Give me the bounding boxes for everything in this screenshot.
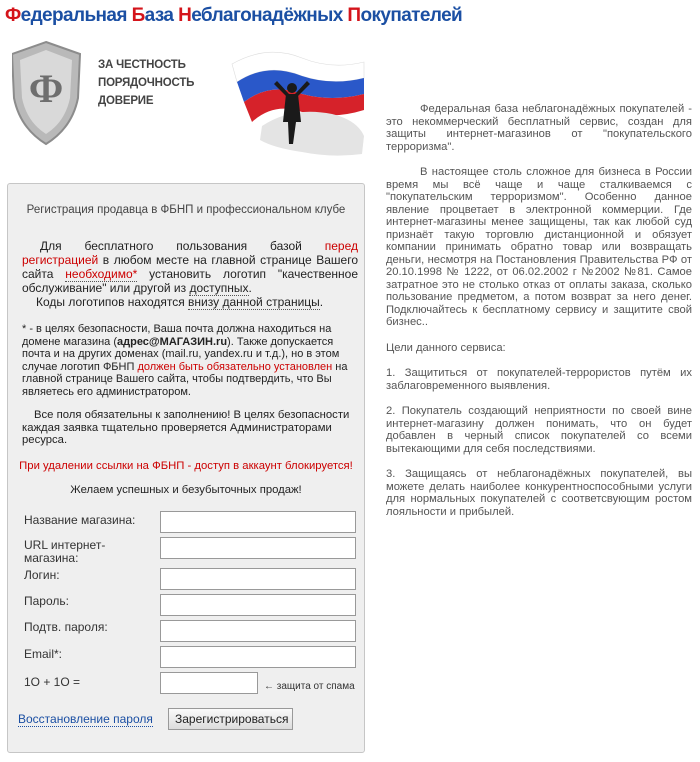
- warning-text: При удалении ссылки на ФБНП - доступ в аккаунт блокируется!: [19, 460, 353, 472]
- info-paragraph: Федеральная база неблагонадёжных покупателей - это некоммерческий бесплатный сервис, создан для защиты интернет-магазинов от "покупательского терроризма".: [386, 103, 692, 153]
- restore-password-link[interactable]: Восстановление пароля: [18, 712, 153, 726]
- slogan-line: ЗА ЧЕСТНОСТЬ: [98, 59, 186, 71]
- shop-url-input[interactable]: [160, 537, 356, 559]
- shop-name-label: Название магазина:: [24, 513, 136, 527]
- goal-item: 3. Защищаясь от неблагонадёжных покупателей, вы можете делать наиболее конкурентноспособными услуги для нормальных покупателей с соответсвующим ростом лояльности и прибылей.: [386, 468, 692, 518]
- site-title-part: едеральная: [20, 5, 132, 26]
- registration-panel: [7, 183, 365, 753]
- password-label: Пароль:: [24, 594, 69, 608]
- note-text: * - в целях безопасности, Ваша почта должна находиться на домене магазина (: [22, 323, 332, 348]
- captcha-input[interactable]: [160, 672, 258, 694]
- goal-item: 1. Защититься от покупателей-террористов путём их заблаговременного выявления.: [386, 367, 692, 392]
- password-confirm-input[interactable]: [160, 620, 356, 642]
- desc-text: Для бесплатного пользования базой: [40, 239, 325, 253]
- note-text: ). Также допускается почта и на других доменах (mail.ru, yandex.ru и т.д.), но в этом случае логотип ФБНП: [22, 335, 340, 373]
- desc-highlight: перед регистрацией: [22, 239, 358, 267]
- svg-text:Ф: Ф: [28, 66, 64, 111]
- desc-text: .: [319, 295, 324, 309]
- site-title-part: Н: [178, 5, 192, 26]
- required-fields-note: Все поля обязательны к заполнению! В целях безопасности каждая заявка тщательно проверяется Администраторами ресурса.: [22, 409, 350, 446]
- site-title-part: Б: [131, 5, 145, 26]
- shop-url-label: URL интернет-магазина:: [24, 538, 106, 565]
- site-title-part: Ф: [5, 5, 21, 26]
- email-input[interactable]: [160, 646, 356, 668]
- note-text: на главной странице Вашего сайта, чтобы подтвердить, что Вы являетесь его администратором.: [22, 360, 348, 398]
- goals-title: Цели данного сервиса:: [386, 341, 506, 354]
- slogan-line: ПОРЯДОЧНОСТЬ: [98, 77, 195, 89]
- site-title: [5, 5, 462, 27]
- desc-text: установить логотип "качественное обслуживание" или другой из: [22, 267, 359, 295]
- note-email-example: адрес@МАГАЗИН.ru: [117, 335, 228, 348]
- form-description: [22, 239, 358, 309]
- goal-item: 2. Покупатель создающий неприятности по своей вине интернет-магазину должен понимать, что он будет добавлен в черный список покупателей со всеми вытекающими для себя последствиями.: [386, 405, 692, 455]
- slogan: [98, 56, 194, 110]
- site-title-part: П: [347, 5, 361, 26]
- desc-text: Коды логотипов находятся: [36, 295, 189, 309]
- shield-icon: [12, 42, 80, 144]
- wish-text: Желаем успешных и безубыточных продаж!: [70, 484, 302, 496]
- captcha-label: 1O + 1O =: [24, 675, 81, 689]
- password-confirm-label: Подтв. пароля:: [24, 620, 108, 634]
- email-label: Email*:: [24, 647, 63, 661]
- register-button[interactable]: Зарегистрироваться: [168, 708, 293, 730]
- map-icon: [260, 112, 364, 156]
- slogan-line: ДОВЕРИЕ: [98, 95, 154, 107]
- logo-codes-link[interactable]: внизу данной страницы: [188, 295, 320, 309]
- site-title-part: еблагонадёжных: [191, 5, 348, 26]
- desc-text: в любом месте на главной странице Вашего сайта: [22, 253, 358, 281]
- captcha-hint: ← защита от спама: [264, 681, 355, 692]
- note-highlight: должен быть обязательно установлен: [137, 360, 333, 373]
- available-logos-link[interactable]: доступных: [189, 281, 249, 295]
- service-description: [386, 103, 692, 531]
- info-paragraph: В настоящее столь сложное для бизнеса в России время мы всё чаще и чаще сталкиваемся с "покупательским терроризмом". Особенно данное явление процветает в электронной коммерции. Где интернет-магазины менее защищены, так как любой суд признаёт такую торговлю дистанционной и обязует компании принимать обратно товар или возвращать деньги, несмотря на Постановления Правительства РФ от 20.10.1998 № 1222, от 06.02.2002 г №2002 №81. Самое затратное это не столько отказ от оплаты заказа, сколько пользование предметом, а потом возврат за него денег. Подключайтесь к бесплатному сервису и защитите свой бизнес..: [386, 166, 692, 328]
- shop-name-input[interactable]: [160, 511, 356, 533]
- form-title: Регистрация продавца в ФБНП и профессиональном клубе: [26, 204, 346, 216]
- site-title-part: окупателей: [360, 5, 463, 26]
- password-input[interactable]: [160, 594, 356, 616]
- site-title-part: аза: [144, 5, 179, 26]
- required-footnote-link[interactable]: необходимо*: [65, 267, 138, 281]
- desc-text: .: [248, 281, 252, 295]
- security-note: [22, 323, 356, 398]
- login-input[interactable]: [160, 568, 356, 590]
- login-label: Логин:: [24, 568, 60, 582]
